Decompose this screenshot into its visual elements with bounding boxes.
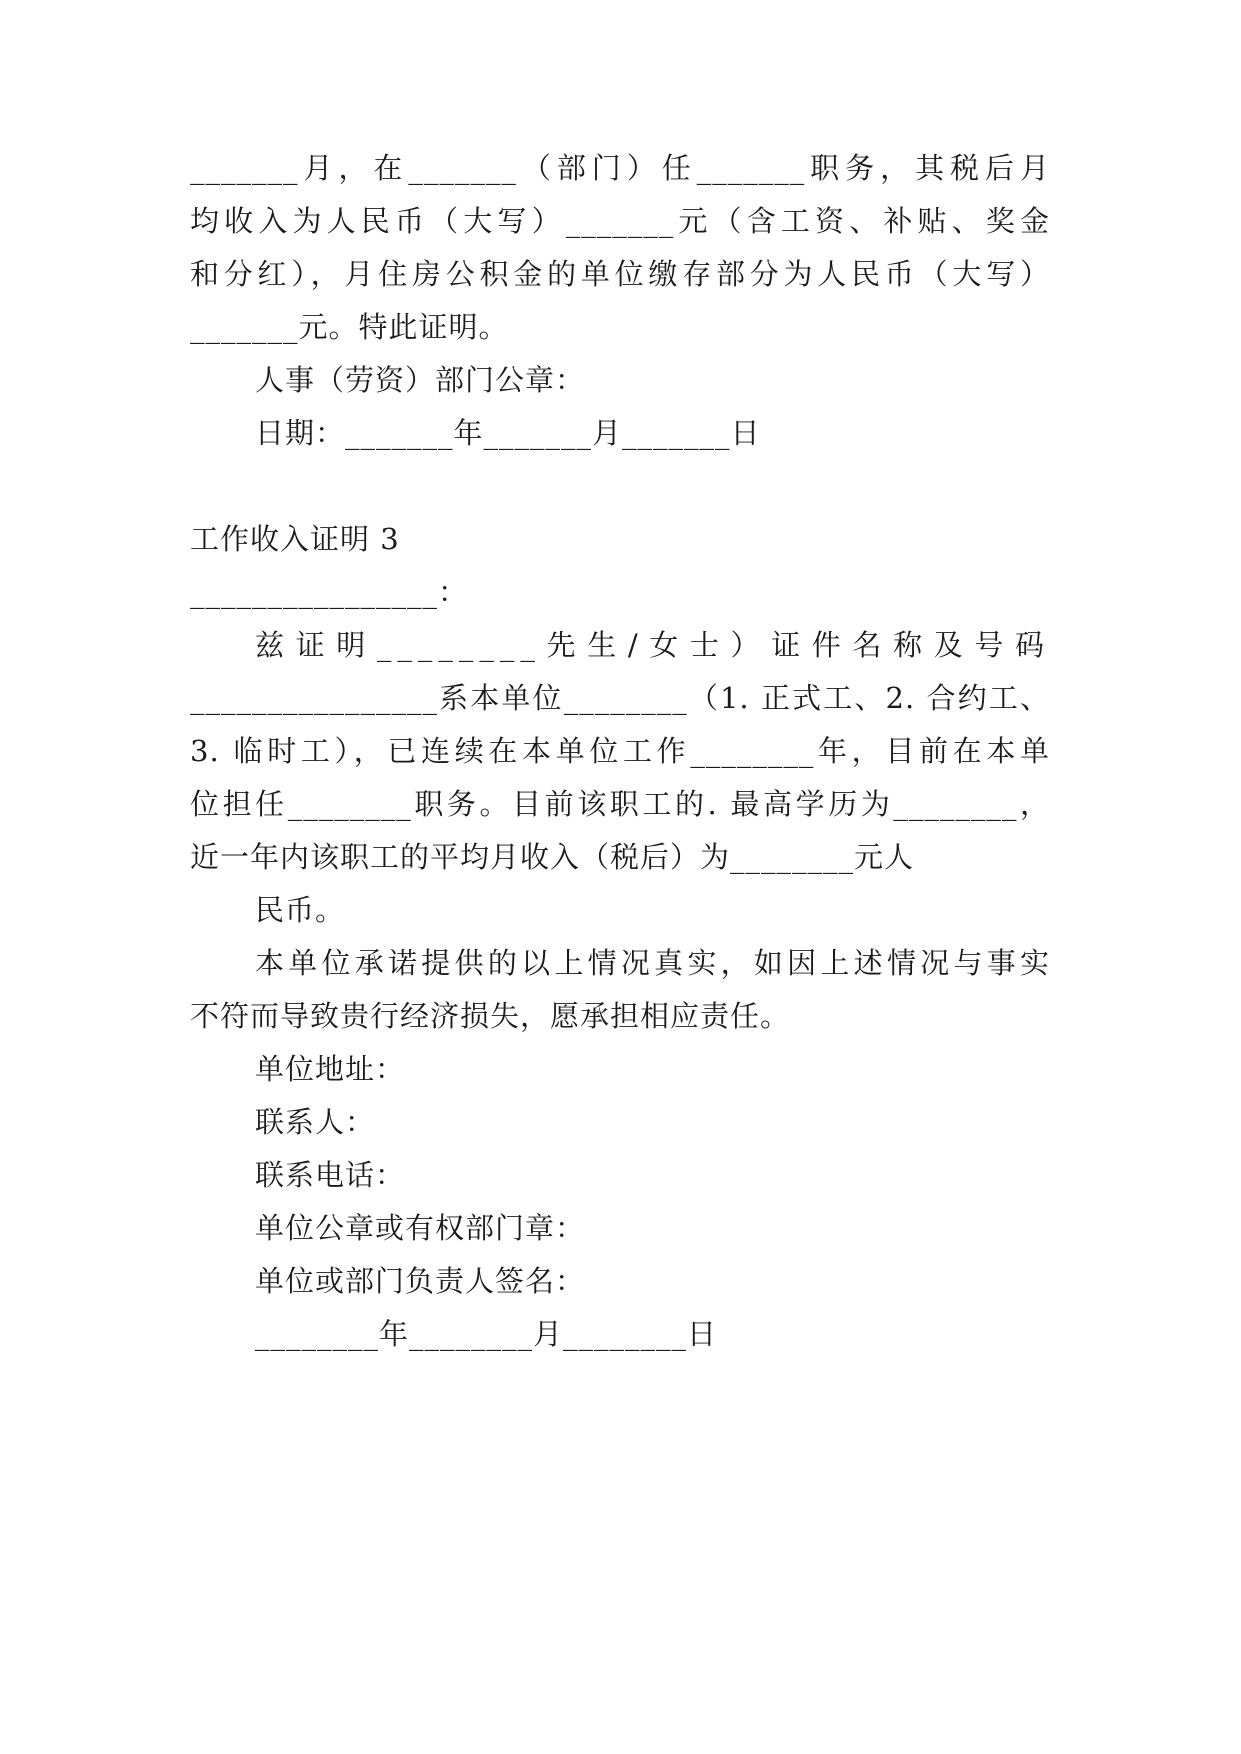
date-line: 日期：_______年_______月_______日 — [255, 416, 761, 450]
text-line: 均收入为人民币（大写）_______元（含工资、补贴、奖金 — [190, 204, 1050, 238]
seal-label: 单位公章或有权部门章： — [255, 1211, 586, 1245]
recipient-line: ________________： — [190, 575, 469, 609]
text-line: 民币。 — [255, 893, 346, 927]
text-line: 不符而导致贵行经济损失，愿承担相应责任。 — [190, 999, 791, 1033]
contact-label: 联系人： — [255, 1105, 376, 1139]
text-line: 和分红），月住房公积金的单位缴存部分为人民币（大写） — [190, 257, 1050, 291]
date-line: ________年________月________日 — [255, 1317, 718, 1351]
text-line: 本单位承诺提供的以上情况真实，如因上述情况与事实 — [255, 946, 1050, 980]
seal-label: 人事（劳资）部门公章： — [255, 363, 586, 397]
section-title: 工作收入证明 3 — [190, 522, 400, 556]
text-line: _______元。特此证明。 — [190, 310, 509, 344]
text-line: 3. 临时工），已连续在本单位工作________年，目前在本单 — [190, 734, 1050, 768]
text-line: 近一年内该职工的平均月收入（税后）为________元人 — [190, 840, 915, 874]
text-line: 位担任________职务。目前该职工的. 最高学历为________， — [190, 787, 1050, 821]
text-line: ________________系本单位________（1. 正式工、2. 合约工、 — [190, 681, 1050, 715]
signature-label: 单位或部门负责人签名： — [255, 1264, 586, 1298]
text-line: _______月，在_______（部门）任_______职务，其税后月 — [190, 151, 1050, 185]
phone-label: 联系电话： — [255, 1158, 406, 1192]
text-line: 兹证明________先生/女士）证件名称及号码 — [255, 628, 1050, 662]
address-label: 单位地址： — [255, 1052, 406, 1086]
